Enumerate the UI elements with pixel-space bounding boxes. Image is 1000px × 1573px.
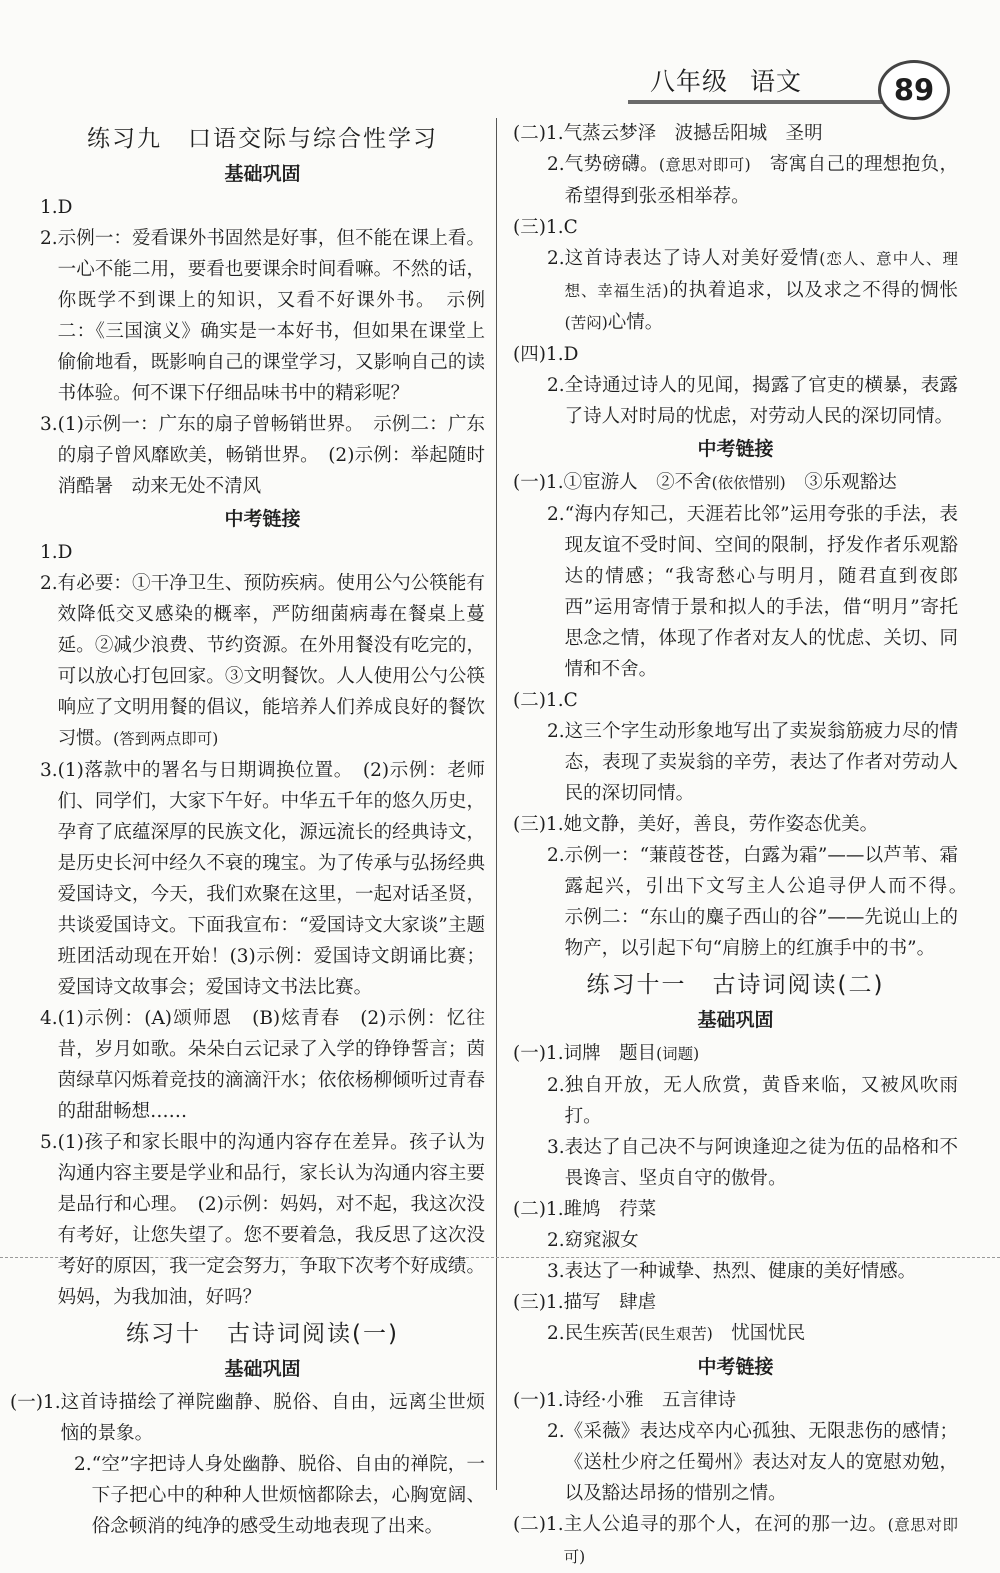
- answer-item: 1. D: [40, 542, 73, 563]
- subsection-basic: 基础巩固: [224, 1358, 301, 1380]
- subsection-exam-link: 中考链接: [697, 1356, 774, 1378]
- answer-item: 4. (1)示例：(A)颂师恩 (B)炫青春 (2)示例：忆往昔，岁月如歌。朵朵白云记录了入学的铮铮誓言；茵茵绿草闪烁着竞技的滴滴汗水；依依杨柳倾听过青春的甜甜畅想……: [40, 1008, 485, 1122]
- answer-item: 2. 全诗通过诗人的见闻，揭露了官吏的横暴，表露了诗人对时局的忧虑，对劳动人民的深切同情。: [547, 375, 958, 427]
- answer-item: (二)1. 气蒸云梦泽 波撼岳阳城 圣明: [513, 123, 823, 144]
- subsection-basic: 基础巩固: [697, 1009, 774, 1031]
- column-divider: [496, 118, 497, 1490]
- answer-item: (三)1. C: [513, 217, 578, 238]
- answer-item: 2. 窈窕淑女: [547, 1230, 639, 1251]
- answer-item: 2. 独自开放，无人欣赏，黄昏来临，又被风吹雨打。: [547, 1075, 958, 1127]
- answer-item: 3. (1)落款中的署名与日期调换位置。 (2)示例：老师们、同学们，大家下午好。中华五千年的悠久历史，孕育了底蕴深厚的民族文化，源远流长的经典诗文，是历史长河中经久不衰的瑰宝。为了传承与弘扬经典爱国诗文，今天，我们欢聚在这里，一起对话圣贤，共谈爱国诗文。下面我宣布：“爱国诗文大家谈”主题班团活动现在开始！(3)示例：爱国诗文朗诵比赛；爱国诗文故事会；爱国诗文书法比赛。: [40, 760, 485, 998]
- subsection-basic: 基础巩固: [224, 163, 301, 185]
- left-column: [10, 118, 485, 1542]
- answer-item: 3. 表达了一种诚挚、热烈、健康的美好情感。: [547, 1261, 917, 1282]
- right-column: [513, 118, 977, 1573]
- answer-item: 5. (1)孩子和家长眼中的沟通内容存在差异。孩子认为沟通内容主要是学业和品行，家长认为沟通内容主要是品行和心理。 (2)示例：妈妈，对不起，我这次没有考好，让您失望了。您不要着急，我反思了这次没考好的原因，我一定会努力，争取下次考个好成绩。妈妈，为我加油，好吗？: [40, 1132, 485, 1308]
- page-header: [0, 0, 1000, 125]
- answer-item: 2. 示例一：爱看课外书固然是好事，但不能在课上看。一心不能二用，要看也要课余时间看嘛。不然的话，你既学不到课上的知识，又看不好课外书。 示例二：《三国演义》确实是一本好书，但如果在课堂上偷偷地看，既影响自己的课堂学习，又影响自己的读书体验。何不课下仔细品味书中的精彩呢？: [40, 228, 485, 404]
- page-number: 89: [878, 60, 950, 120]
- answer-item: (四)1. D: [513, 344, 579, 365]
- section-title-10: 练习十 古诗词阅读(一): [126, 1321, 399, 1347]
- answer-item: (二)1. C: [513, 690, 578, 711]
- answer-item: 3. (1)示例一：广东的扇子曾畅销世界。 示例二：广东的扇子曾风靡欧美，畅销世界。 (2)示例：举起随时消酷暑 动来无处不清风: [40, 414, 485, 497]
- section-title-11: 练习十一 古诗词阅读(二): [586, 972, 885, 998]
- running-title: [650, 62, 802, 98]
- answer-item: 2. 有必要：①干净卫生、预防疾病。使用公勺公筷能有效降低交叉感染的概率，严防细菌病毒在餐桌上蔓延。②减少浪费、节约资源。在外用餐没有吃完的，可以放心打包回家。③文明餐饮。人人使用公勺公筷响应了文明用餐的倡议，能培养人们养成良好的餐饮习惯。(答到两点即可): [40, 573, 485, 749]
- answer-item: (三)1. 描写 肆虐: [513, 1292, 657, 1313]
- answer-item: (三)1. 她文静，美好，善良，劳作姿态优美。: [513, 814, 879, 835]
- answer-item: 3. 表达了自己决不与阿谀逢迎之徒为伍的品格和不畏谗言、坚贞自守的傲骨。: [547, 1137, 958, 1189]
- answer-item: 2. “空”字把诗人身处幽静、脱俗、自由的禅院，一下子把心中的种种人世烦恼都除去，心胸宽阔、俗念顿消的纯净的感受生动地表现了出来。: [74, 1454, 485, 1537]
- subsection-exam-link: 中考链接: [224, 508, 301, 530]
- answer-item: 2. 《采薇》表达戍卒内心孤独、无限悲伤的感情；《送杜少府之任蜀州》表达对友人的宽慰劝勉，以及豁达昂扬的惜别之情。: [547, 1421, 958, 1504]
- subsection-exam-link: 中考链接: [697, 438, 774, 460]
- answer-item: (二)1. 雎鸠 荇菜: [513, 1199, 657, 1220]
- grade-label: 八年级: [650, 67, 729, 96]
- answer-item: 2. 气势磅礴。(意思对即可) 寄寓自己的理想抱负，希望得到张丞相举荐。: [547, 154, 958, 207]
- answer-item: (二)1. 主人公追寻的那个人，在河的那一边。(意思对即可): [513, 1514, 958, 1566]
- answer-item: 2. 这三个字生动形象地写出了卖炭翁筋疲力尽的情态，表现了卖炭翁的辛劳，表达了作者对劳动人民的深切同情。: [547, 721, 958, 804]
- answer-item: (一)1. 诗经·小雅 五言律诗: [513, 1390, 736, 1411]
- section-title-9: 练习九 口语交际与综合性学习: [87, 126, 438, 152]
- answer-item: (一)1. ①宦游人 ②不舍(依依惜别) ③乐观豁达: [513, 472, 897, 493]
- answer-item: (一)1. 这首诗描绘了禅院幽静、脱俗、自由，远离尘世烦恼的景象。: [10, 1392, 485, 1444]
- answer-item: 2. 示例一：“蒹葭苍苍，白露为霜”——以芦苇、霜露起兴，引出下文写主人公追寻伊人而不得。 示例二：“东山的麋子西山的谷”——先说山上的物产，以引起下句“肩膀上的红旗手中的书”。: [547, 845, 977, 959]
- answer-item: (一)1. 词牌 题目(词题): [513, 1043, 700, 1064]
- answer-item: 2. “海内存知己，天涯若比邻”运用夸张的手法，表现友谊不受时间、空间的限制，抒发作者乐观豁达的情感；“我寄愁心与明月，随君直到夜郎西”运用寄情于景和拟人的手法，借“明月”寄托思念之情，体现了作者对友人的忧虑、关切、同情和不舍。: [547, 504, 958, 680]
- answer-item: 2. 这首诗表达了诗人对美好爱情(恋人、意中人、理想、幸福生活)的执着追求，以及求之不得的惆怅(苦闷)心情。: [547, 248, 958, 333]
- answer-item: 1. D: [40, 197, 73, 218]
- answer-item: 2. 民生疾苦(民生艰苦) 忧国忧民: [547, 1323, 806, 1344]
- subject-label: 语文: [750, 67, 803, 96]
